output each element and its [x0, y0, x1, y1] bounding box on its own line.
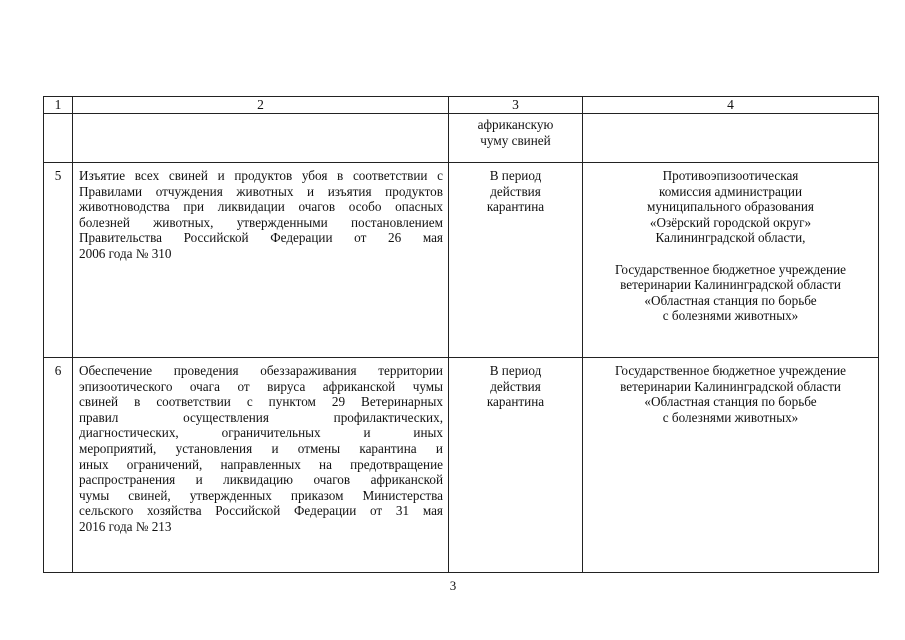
- continuation-row: [44, 114, 879, 163]
- continuation-period-cell: [449, 114, 583, 163]
- table-row: [44, 358, 879, 573]
- header-cell-4: 4: [583, 97, 879, 114]
- period-cell: В период действия карантина: [449, 358, 583, 573]
- header-cell-2: 2: [73, 97, 449, 114]
- measure-description: Изъятие всех свиней и продуктов убоя в соответствии с Правилами отчуждения животных и изъятия продуктов животноводства при ликвидации очагов особо опасных болезней животных, утвержденными постановлением Правительства Российской Федерации от 26 мая 2006 года № 310: [73, 163, 449, 358]
- table-row: [44, 163, 879, 358]
- responsible-cell: Государственное бюджетное учреждение ветеринарии Калининградской области «Областная станция по борьбе с болезнями животных»: [583, 358, 879, 573]
- measures-table: [43, 96, 879, 573]
- header-cell-1: 1: [44, 97, 73, 114]
- table-header-row: [44, 97, 879, 114]
- responsible-cell: Противоэпизоотическая комиссия администрации муниципального образования «Озёрский городской округ» Калининградской области, Государственное бюджетное учреждение ветеринарии Калининградской области «Областная станция по борьбе с болезнями животных»: [583, 163, 879, 358]
- period-cell: В период действия карантина: [449, 163, 583, 358]
- header-cell-3: 3: [449, 97, 583, 114]
- page-number: 3: [449, 578, 457, 593]
- measure-description: Обеспечение проведения обеззараживания территории эпизоотического очага от вируса африканской чумы свиней в соответствии с пунктом 29 Ветеринарных правил осуществления профилактических, диагностических, ограничительных и иных мероприятий, установления и отмены карантина и иных ограничений, направленных на предотвращение распространения и ликвидацию очагов африканской чумы свиней, утвержденных приказом Министерства сельского хозяйства Российской Федерации от 31 мая 2016 года № 213: [73, 358, 449, 573]
- row-number: 5: [44, 163, 73, 358]
- row-number: 6: [44, 358, 73, 573]
- continuation-line: чуму свиней: [480, 133, 551, 148]
- continuation-line: африканскую: [477, 117, 554, 132]
